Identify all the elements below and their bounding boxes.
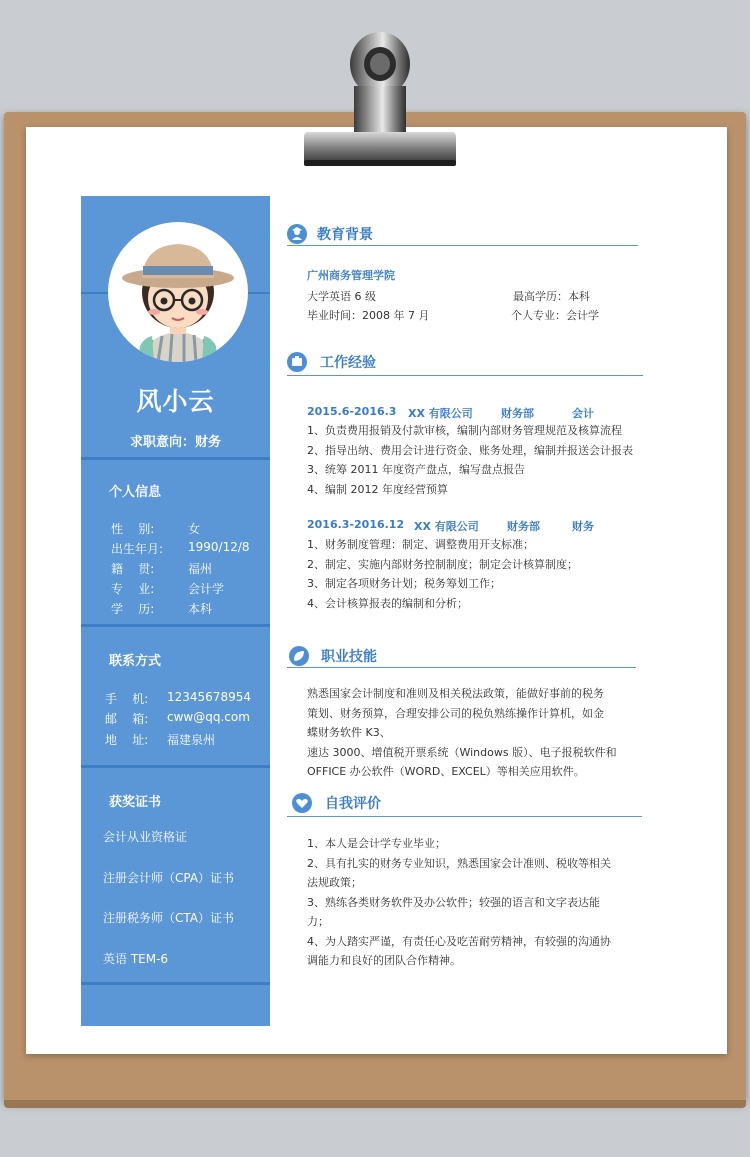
- job-duties: [307, 535, 578, 613]
- work-title: 工作经验: [320, 355, 376, 371]
- job-dept: 财务部: [507, 520, 540, 533]
- job-header: [307, 518, 607, 534]
- candidate-name: 风小云: [136, 387, 215, 416]
- highest-degree: 最高学历：本科: [513, 290, 590, 303]
- sidebar: [81, 196, 270, 1026]
- job-objective: 求职意向：财务: [129, 435, 221, 450]
- award-item: 英语 TEM-6: [103, 952, 169, 966]
- info-value: 本科: [188, 602, 213, 616]
- avatar: [108, 222, 248, 362]
- info-row-hometown: [111, 560, 271, 578]
- work-header: [287, 350, 647, 376]
- job-position: 会计: [572, 407, 594, 420]
- evaluation-title: 自我评价: [325, 796, 381, 812]
- briefcase-icon: [287, 352, 307, 372]
- skill-line: 速达 3000、增值税开票系统（Windows 版）、电子报税软件和: [307, 745, 617, 759]
- evaluation-line: 2、具有扎实的财务专业知识，熟悉国家会计准则、税收等相关: [307, 856, 611, 870]
- sidebar-divider: [81, 624, 270, 627]
- duty-line: 1、负责费用报销及付款审核，编制内部财务管理规范及核算流程: [307, 424, 622, 437]
- school-name: 广州商务管理学院: [307, 269, 395, 282]
- info-value: 福州: [188, 562, 213, 576]
- contact-label: 邮 箱:: [105, 712, 149, 726]
- award-item: 注册会计师（CPA）证书: [103, 871, 235, 885]
- skill-line: 熟悉国家会计制度和准则及相关税法政策，能做好事前的税务: [307, 687, 604, 700]
- info-row-education: [111, 600, 271, 618]
- graduation-time: 毕业时间：2008 年 7 月: [307, 309, 430, 322]
- binder-clip-icon: [296, 24, 460, 174]
- contact-value: 12345678954: [167, 690, 251, 704]
- heart-icon: [292, 793, 312, 813]
- graduate-icon: [287, 224, 307, 244]
- contact-value: 福建泉州: [167, 733, 216, 747]
- info-value: 会计学: [188, 582, 225, 596]
- awards-title: 获奖证书: [109, 795, 162, 810]
- duty-line: 3、统筹 2011 年度资产盘点，编写盘点报告: [307, 463, 525, 476]
- contact-label: 地 址:: [105, 733, 149, 747]
- skill-line: OFFICE 办公软件（WORD、EXCEL）等相关应用软件。: [307, 765, 585, 778]
- job-position: 财务: [572, 520, 594, 533]
- evaluation-line: 调能力和良好的团队合作精神。: [307, 954, 461, 967]
- info-value: 女: [188, 522, 201, 536]
- job-period: 2016.3-2016.12: [307, 518, 405, 531]
- info-label: 籍 贯:: [111, 562, 155, 576]
- sidebar-divider: [81, 982, 270, 985]
- contact-value: cww@qq.com: [167, 710, 250, 724]
- evaluation-line: 法规政策；: [307, 876, 362, 889]
- evaluation-text: [307, 834, 611, 971]
- info-value: 1990/12/8: [188, 540, 250, 554]
- contact-title: 联系方式: [109, 654, 162, 669]
- info-label: 出生年月:: [111, 542, 164, 556]
- section-underline: [287, 245, 638, 246]
- section-underline: [287, 375, 643, 376]
- info-row-major: [111, 580, 271, 598]
- skill-line: 蝶财务软件 K3、: [307, 726, 391, 739]
- info-row-birth: [111, 540, 271, 558]
- evaluation-line: 4、为人踏实严谨，有责任心及吃苦耐劳精神，有较强的沟通协: [307, 934, 611, 948]
- duty-line: 1、财务制度管理：制定、调整费用开支标准；: [307, 538, 534, 551]
- job-period: 2015.6-2016.3: [307, 405, 397, 418]
- sidebar-divider: [81, 457, 270, 460]
- leaf-icon: [289, 646, 309, 666]
- duty-line: 3、制定各项财务计划；税务筹划工作；: [307, 577, 501, 590]
- contact-label: 手 机:: [105, 692, 149, 706]
- education-title: 教育背景: [317, 227, 373, 243]
- job-company: XX 有限公司: [414, 520, 479, 533]
- english-level: 大学英语 6 级: [307, 290, 376, 303]
- duty-line: 4、编制 2012 年度经营预算: [307, 482, 448, 496]
- girl-avatar-icon: [108, 222, 248, 362]
- sidebar-divider: [81, 765, 270, 768]
- evaluation-line: 力；: [307, 915, 329, 928]
- info-label: 性 别:: [111, 522, 155, 536]
- section-underline: [287, 667, 636, 668]
- job-dept: 财务部: [501, 407, 534, 420]
- duty-line: 4、会计核算报表的编制和分析；: [307, 596, 468, 610]
- clipboard-board-edge: [4, 1100, 746, 1108]
- skill-line: 策划、财务预算，合理安排公司的税负熟练操作计算机，如金: [307, 706, 604, 720]
- personal-major: 个人专业：会计学: [511, 309, 599, 322]
- info-label: 学 历:: [111, 602, 155, 616]
- skills-title: 职业技能: [321, 649, 377, 665]
- personal-info-title: 个人信息: [109, 485, 162, 500]
- duty-line: 2、制定、实施内部财务控制制度；制定会计核算制度；: [307, 557, 578, 571]
- section-underline: [287, 816, 642, 817]
- duty-line: 2、指导出纳、费用会计进行资金、账务处理，编制并报送会计报表: [307, 443, 633, 457]
- info-row-gender: [111, 520, 271, 538]
- evaluation-line: 3、熟练各类财务软件及办公软件；较强的语言和文字表达能: [307, 895, 600, 909]
- skills-text: [307, 684, 617, 782]
- info-label: 专 业:: [111, 582, 155, 596]
- evaluation-line: 1、本人是会计学专业毕业；: [307, 837, 446, 850]
- award-item: 会计从业资格证: [103, 830, 188, 844]
- job-company: XX 有限公司: [408, 407, 473, 420]
- evaluation-header: [287, 791, 647, 817]
- award-item: 注册税务师（CTA）证书: [103, 911, 234, 925]
- job-duties: [307, 421, 633, 499]
- job-header: [307, 405, 607, 421]
